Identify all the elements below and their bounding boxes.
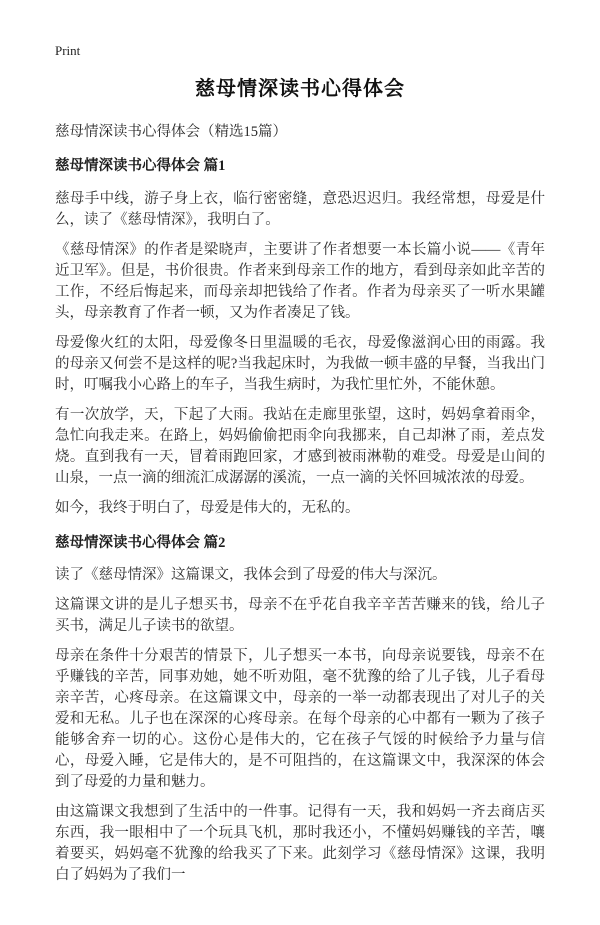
paragraph: 由这篇课文我想到了生活中的一件事。记得有一天，我和妈妈一齐去商店买东西，我一眼相中了一个玩具飞机，那时我还小，不懂妈妈赚钱的辛苦，嚷着要买，妈妈毫不犹豫的给我买了下来。此刻学习《慈母情深》这课，我明白了妈妈为了我们一: [55, 803, 545, 883]
print-button[interactable]: Print: [55, 43, 81, 58]
paragraph: 母爱像火红的太阳，母爱像冬日里温暖的毛衣，母爱像滋润心田的雨露。我的母亲又何尝不是这样的呢?当我起床时，为我做一顿丰盛的早餐，当我出门时，叮嘱我小心路上的车子，当我生病时，为我忙里忙外，不能休憩。: [55, 334, 545, 393]
paragraph: 《慈母情深》的作者是梁晓声，主要讲了作者想要一本长篇小说——《青年近卫军》。但是，书价很贵。作者来到母亲工作的地方，看到母亲如此辛苦的工作，不经后悔起来，而母亲却把钱给了作者。作者为母亲买了一听水果罐头，母亲教育了作者一顿，又为作者凑足了钱。: [55, 241, 545, 321]
section-heading: 慈母情深读书心得体会 篇1: [55, 158, 226, 175]
page-title: 慈母情深读书心得体会: [195, 78, 405, 100]
paragraph: 如今，我终于明白了，母爱是伟大的，无私的。: [55, 499, 360, 516]
section-heading: 慈母情深读书心得体会 篇2: [55, 534, 226, 551]
document-subtitle: 慈母情深读书心得体会（精选15篇）: [55, 124, 287, 140]
document-body: [55, 156, 545, 886]
paragraph: 这篇课文讲的是儿子想买书，母亲不在乎花自我辛辛苦苦赚来的钱，给儿子买书，满足儿子读书的欲望。: [55, 596, 545, 634]
paragraph: 母亲在条件十分艰苦的情景下，儿子想买一本书，向母亲说要钱，母亲不在乎赚钱的辛苦，同事劝她，她不听劝阻，毫不犹豫的给了儿子钱，儿子看母亲辛苦，心疼母亲。在这篇课文中，母亲的一举一动都表现出了对儿子的关爱和无私。儿子也在深深的心疼母亲。在每个母亲的心中都有一颗为了孩子能够舍弃一切的心。这份心是伟大的，它在孩子气馁的时候给予力量与信心，母爱入睡，它是伟大的，是不可阻挡的，在这篇课文中，我深深的体会到了母爱的力量和魅力。: [55, 647, 545, 790]
paragraph: 有一次放学，天，下起了大雨。我站在走廊里张望，这时，妈妈拿着雨伞，急忙向我走来。在路上，妈妈偷偷把雨伞向我挪来，自己却淋了雨，差点发烧。直到我有一天，冒着雨跑回家，才感到被雨淋勒的难受。母爱是山间的山泉，一点一滴的细流汇成潺潺的溪流，一点一滴的关怀回城浓浓的母爱。: [55, 406, 545, 486]
paragraph: 读了《慈母情深》这篇课文，我体会到了母爱的伟大与深沉。: [55, 566, 447, 583]
paragraph: 慈母手中线，游子身上衣，临行密密缝，意恐迟迟归。我经常想，母爱是什么，读了《慈母情深》，我明白了。: [55, 190, 545, 228]
